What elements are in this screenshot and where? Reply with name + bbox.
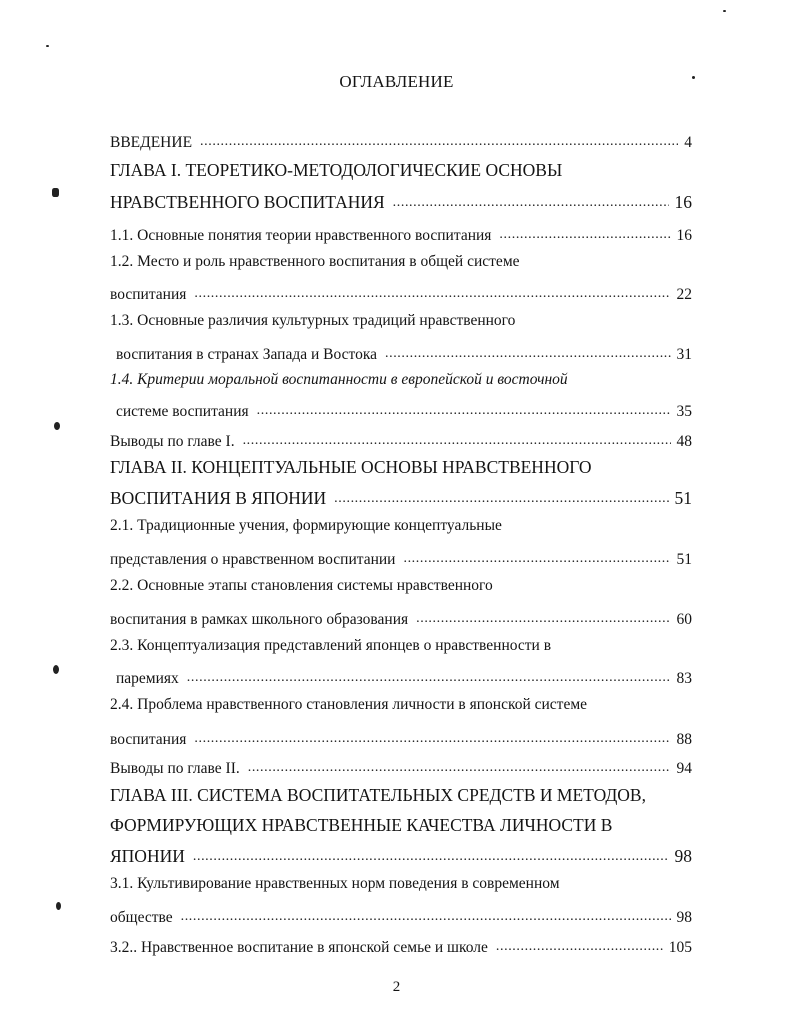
toc-entry-text: 1.3. Основные различия культурных традиций нравственного: [110, 312, 516, 329]
page-number: 2: [392, 979, 401, 995]
toc-entry[interactable]: [110, 547, 692, 569]
toc-entry-text: воспитания: [110, 286, 187, 303]
toc-entry[interactable]: [110, 756, 692, 778]
toc-leader-dots: [385, 348, 671, 360]
toc-entry-continued[interactable]: [110, 312, 692, 334]
toc-entry[interactable]: [110, 727, 692, 749]
toc-entry-text: ГЛАВА III. СИСТЕМА ВОСПИТАТЕЛЬНЫХ СРЕДСТВ И МЕТОДОВ,: [110, 785, 646, 805]
toc-entry-page: 98: [676, 909, 692, 926]
toc-entry-continued[interactable]: [110, 637, 692, 659]
toc-entry[interactable]: [116, 666, 692, 688]
toc-entry-page: 35: [676, 403, 692, 420]
toc-entry-continued[interactable]: [110, 371, 692, 393]
toc-entry-text: 2.4. Проблема нравственного становления личности в японской системе: [110, 696, 588, 713]
toc-leader-dots: [243, 435, 671, 447]
toc-entry-text: ЯПОНИИ: [110, 846, 185, 866]
toc-leader-dots: [193, 851, 669, 863]
toc-entry[interactable]: [110, 935, 692, 957]
toc-entry[interactable]: [110, 487, 692, 509]
toc-leader-dots: [403, 553, 670, 565]
scan-speck: [54, 422, 60, 430]
toc-leader-dots: [248, 762, 671, 774]
page-title: ОГЛАВЛЕНИЕ: [339, 72, 454, 91]
toc-entry-text: ВОСПИТАНИЯ В ЯПОНИИ: [110, 488, 327, 508]
toc-entry[interactable]: [116, 342, 692, 364]
toc-entry-text: системе воспитания: [116, 403, 249, 420]
toc-leader-dots: [393, 197, 669, 209]
toc-entry-page: 48: [676, 433, 692, 450]
toc-entry-text: 3.2.. Нравственное воспитание в японской семье и школе: [110, 939, 488, 956]
toc-chapter-heading[interactable]: [110, 815, 692, 837]
toc-entry-continued[interactable]: [110, 253, 692, 275]
toc-entry-continued[interactable]: [110, 577, 692, 599]
toc-entry-page: 51: [676, 551, 692, 568]
toc-entry-page: 98: [674, 846, 692, 866]
toc-entry-text: воспитания в странах Запада и Востока: [116, 346, 377, 363]
toc-entry[interactable]: [110, 282, 692, 304]
scan-speck: [56, 902, 61, 910]
toc-leader-dots: [499, 229, 670, 241]
toc-entry-text: Выводы по главе II.: [110, 760, 240, 777]
scan-speck: [53, 665, 59, 674]
toc-entry-page: 16: [674, 192, 692, 212]
toc-entry-text: Выводы по главе I.: [110, 433, 235, 450]
toc-entry-page: 31: [676, 346, 692, 363]
toc-chapter-heading[interactable]: [110, 457, 692, 479]
scan-speck: [723, 10, 726, 12]
toc-entry[interactable]: [110, 191, 692, 213]
toc-entry-text: 2.3. Концептуализация представлений японцев о нравственности в: [110, 637, 552, 654]
toc-entry-text: 2.1. Традиционные учения, формирующие концептуальные: [110, 517, 502, 534]
toc-entry-page: 22: [676, 286, 692, 303]
toc-entry-page: 88: [676, 731, 692, 748]
toc-entry-page: 4: [684, 134, 692, 151]
scan-speck: [692, 76, 695, 79]
toc-entry-text: 1.4. Критерии моральной воспитанности в европейской и восточной: [110, 371, 568, 388]
toc-entry-continued[interactable]: [110, 875, 692, 897]
toc-entry-text: 3.1. Культивирование нравственных норм поведения в современном: [110, 875, 560, 892]
toc-entry-text: 1.1. Основные понятия теории нравственного воспитания: [110, 227, 492, 244]
toc-entry[interactable]: [116, 399, 692, 421]
toc-entry[interactable]: [110, 845, 692, 867]
toc-entry[interactable]: [110, 223, 692, 245]
toc-entry-text: обществе: [110, 909, 173, 926]
toc-entry-text: 2.2. Основные этапы становления системы нравственного: [110, 577, 493, 594]
toc-entry-page: 94: [676, 760, 692, 777]
toc-leader-dots: [194, 288, 670, 300]
toc-entry[interactable]: [110, 607, 692, 629]
toc-chapter-heading[interactable]: [110, 785, 692, 807]
toc-entry-text: паремиях: [116, 670, 179, 687]
toc-entry[interactable]: [110, 429, 692, 451]
toc-leader-dots: [334, 493, 668, 505]
toc-leader-dots: [194, 733, 670, 745]
toc-entry-text: ВВЕДЕНИЕ: [110, 134, 193, 151]
toc-entry-text: ГЛАВА I. ТЕОРЕТИКО-МЕТОДОЛОГИЧЕСКИЕ ОСНОВЫ: [110, 160, 563, 180]
toc-leader-dots: [200, 136, 678, 148]
toc-entry-page: 60: [676, 611, 692, 628]
toc-leader-dots: [416, 613, 670, 625]
scan-speck: [46, 45, 49, 47]
toc-entry-text: НРАВСТВЕННОГО ВОСПИТАНИЯ: [110, 192, 385, 212]
toc-entry-page: 51: [674, 488, 692, 508]
toc-chapter-heading[interactable]: [110, 160, 692, 182]
toc-entry-text: воспитания в рамках школьного образования: [110, 611, 409, 628]
toc-leader-dots: [181, 911, 671, 923]
toc-entry-page: 16: [676, 227, 692, 244]
toc-entry-text: ГЛАВА II. КОНЦЕПТУАЛЬНЫЕ ОСНОВЫ НРАВСТВЕННОГО: [110, 457, 592, 477]
toc-entry[interactable]: [110, 130, 692, 152]
toc-leader-dots: [187, 672, 671, 684]
toc-entry-text: представления о нравственном воспитании: [110, 551, 396, 568]
toc-entry-page: 105: [668, 939, 692, 956]
toc-entry-continued[interactable]: [110, 517, 692, 539]
toc-entry[interactable]: [110, 905, 692, 927]
toc-entry-text: 1.2. Место и роль нравственного воспитания в общей системе: [110, 253, 520, 270]
scan-speck: [52, 188, 59, 197]
toc-leader-dots: [257, 405, 671, 417]
toc-entry-text: воспитания: [110, 731, 187, 748]
toc-leader-dots: [496, 941, 663, 953]
toc-entry-page: 83: [676, 670, 692, 687]
toc-entry-continued[interactable]: [110, 696, 692, 718]
toc-entry-text: ФОРМИРУЮЩИХ НРАВСТВЕННЫЕ КАЧЕСТВА ЛИЧНОСТИ В: [110, 815, 613, 835]
